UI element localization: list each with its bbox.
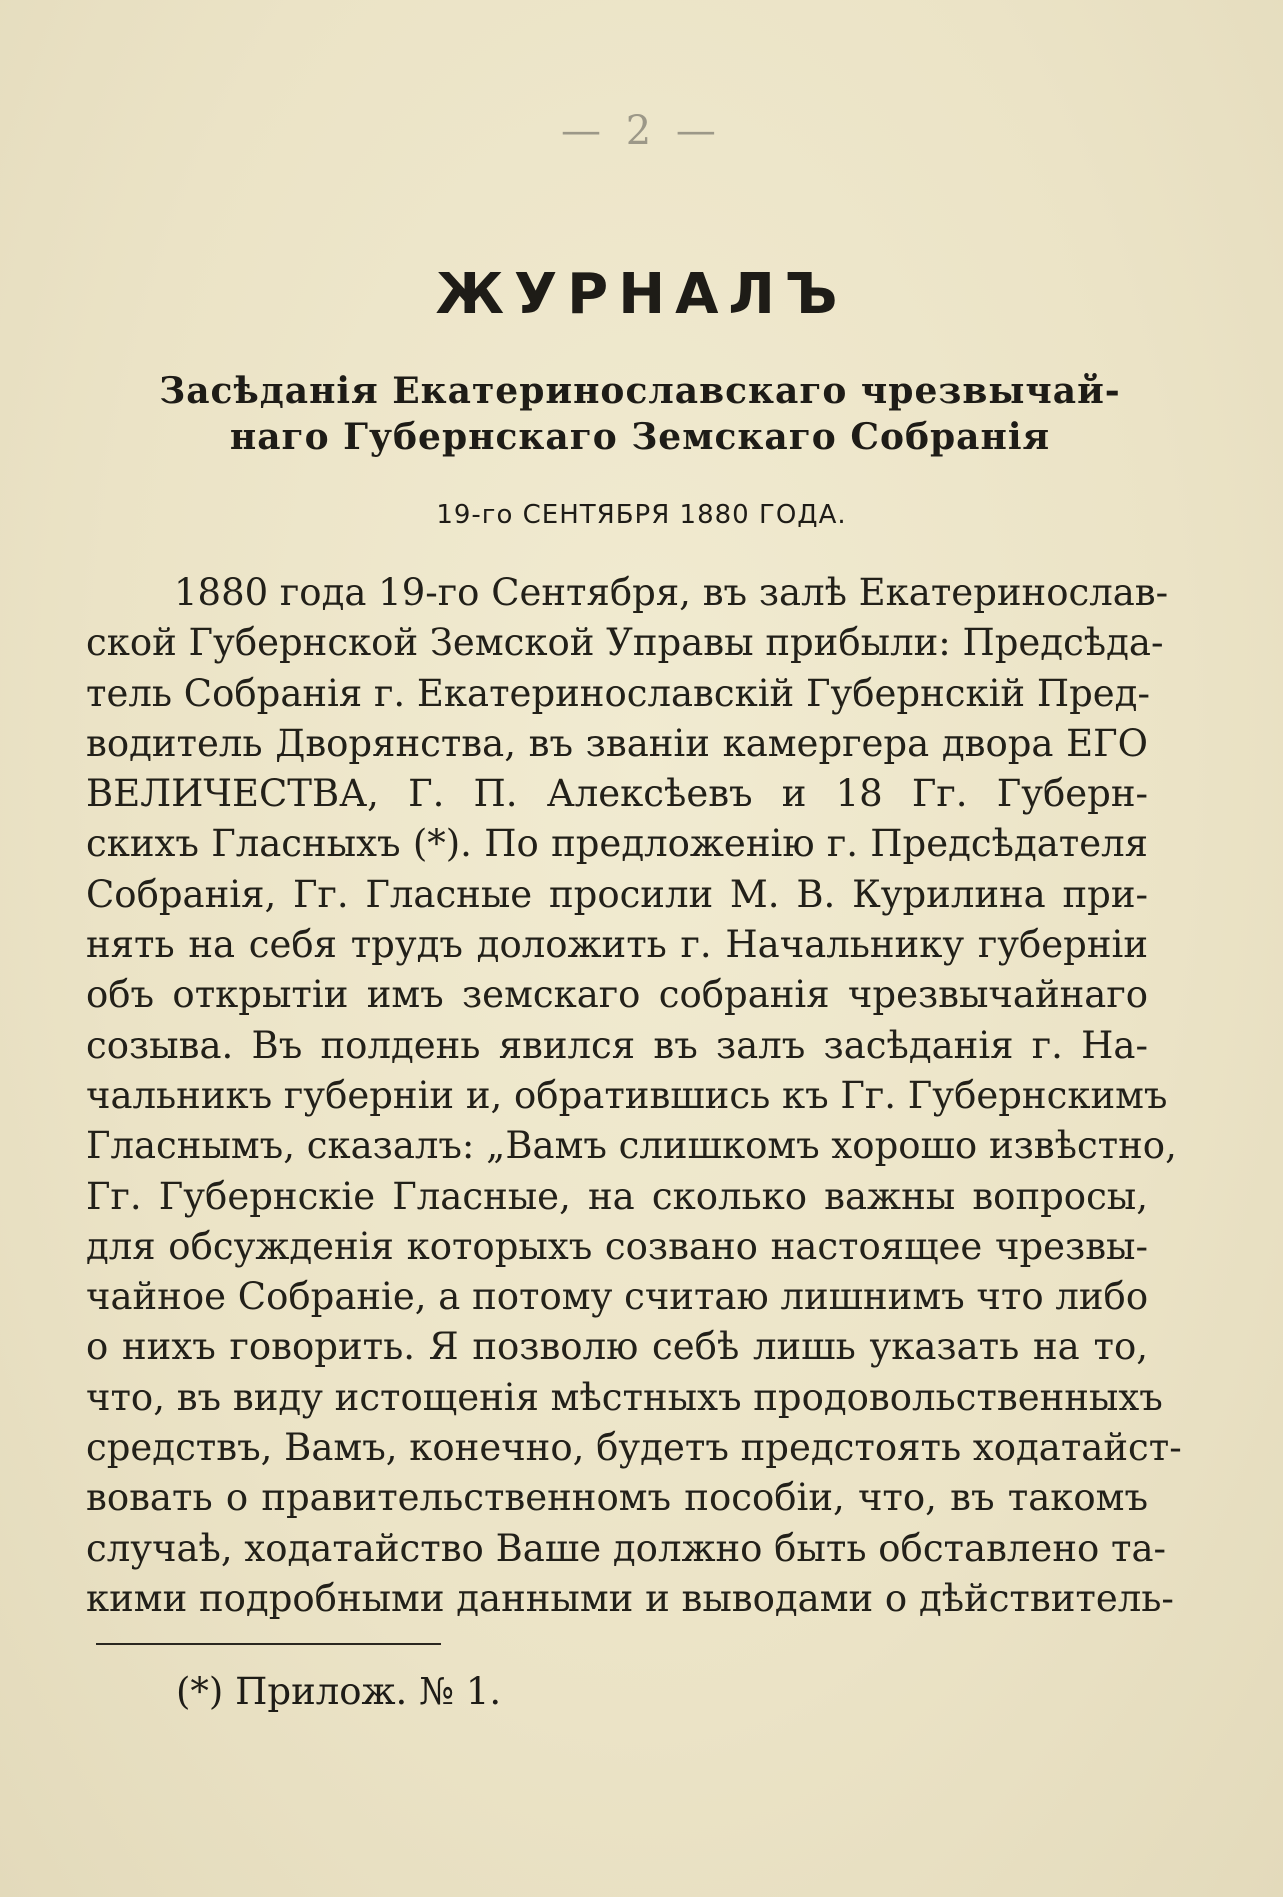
body-line: средствъ, Вамъ, конечно, будетъ предстоять ходатайст-: [86, 1426, 1182, 1470]
subtitle-line-2: наго Губернскаго Земскаго Собранія: [229, 416, 1051, 458]
session-date: 19-го СЕНТЯБРЯ 1880 ГОДА.: [436, 500, 847, 530]
body-line: чальникъ губерніи и, обратившись къ Гг. Губернскимъ: [86, 1073, 1168, 1117]
body-line: о нихъ говорить. Я позволю себѣ лишь указать на то,: [86, 1325, 1148, 1369]
body-line: Гласнымъ, сказалъ: „Вамъ слишкомъ хорошо извѣстно,: [86, 1124, 1177, 1168]
footnote: (*) Прилож. № 1.: [176, 1670, 502, 1713]
body-line: Гг. Губернскіе Гласные, на сколько важны вопросы,: [86, 1174, 1148, 1218]
body-line: кими подробными данными и выводами о дѣйствитель-: [86, 1576, 1174, 1620]
document-title: ЖУРНАЛЪ: [435, 262, 848, 327]
body-line: 1880 года 19-го Сентября, въ залѣ Екатеринослав-: [174, 571, 1169, 614]
body-line: для обсужденія которыхъ созвано настоящее чрезвы-: [86, 1224, 1148, 1268]
body-line: созыва. Въ полдень явился въ залъ засѣданія г. На-: [86, 1023, 1148, 1067]
body-line: тель Собранія г. Екатеринославскій Губернскій Пред-: [86, 671, 1150, 715]
body-line: ВЕЛИЧЕСТВА, Г. П. Алексѣевъ и 18 Гг. Губерн-: [86, 772, 1148, 816]
page-number: — 2 —: [561, 108, 722, 154]
body-line: объ открытіи имъ земскаго собранія чрезвычайнаго: [86, 973, 1148, 1017]
body-line: нять на себя трудъ доложить г. Начальнику губерніи: [86, 923, 1148, 967]
body-line: Собранія, Гг. Гласные просили М. В. Курилина при-: [86, 872, 1148, 916]
body-line: ской Губернской Земской Управы прибыли: Предсѣда-: [86, 621, 1164, 665]
body-line: чайное Собраніе, а потому считаю лишнимъ что либо: [86, 1275, 1149, 1319]
footnote-divider: [96, 1643, 441, 1645]
body-paragraph: [86, 568, 1182, 1624]
body-line: скихъ Гласныхъ (*). По предложенію г. Предсѣдателя: [86, 822, 1148, 866]
body-line: что, въ виду истощенія мѣстныхъ продовольственныхъ: [86, 1375, 1163, 1419]
subtitle-line-1: Засѣданія Екатеринославскаго чрезвычай-: [159, 370, 1121, 412]
body-line: водитель Дворянства, въ званіи камергера двора ЕГО: [86, 721, 1148, 765]
body-line: случаѣ, ходатайство Ваше должно быть обставлено та-: [86, 1526, 1167, 1570]
body-line: вовать о правительственномъ пособіи, что, въ такомъ: [86, 1476, 1148, 1520]
